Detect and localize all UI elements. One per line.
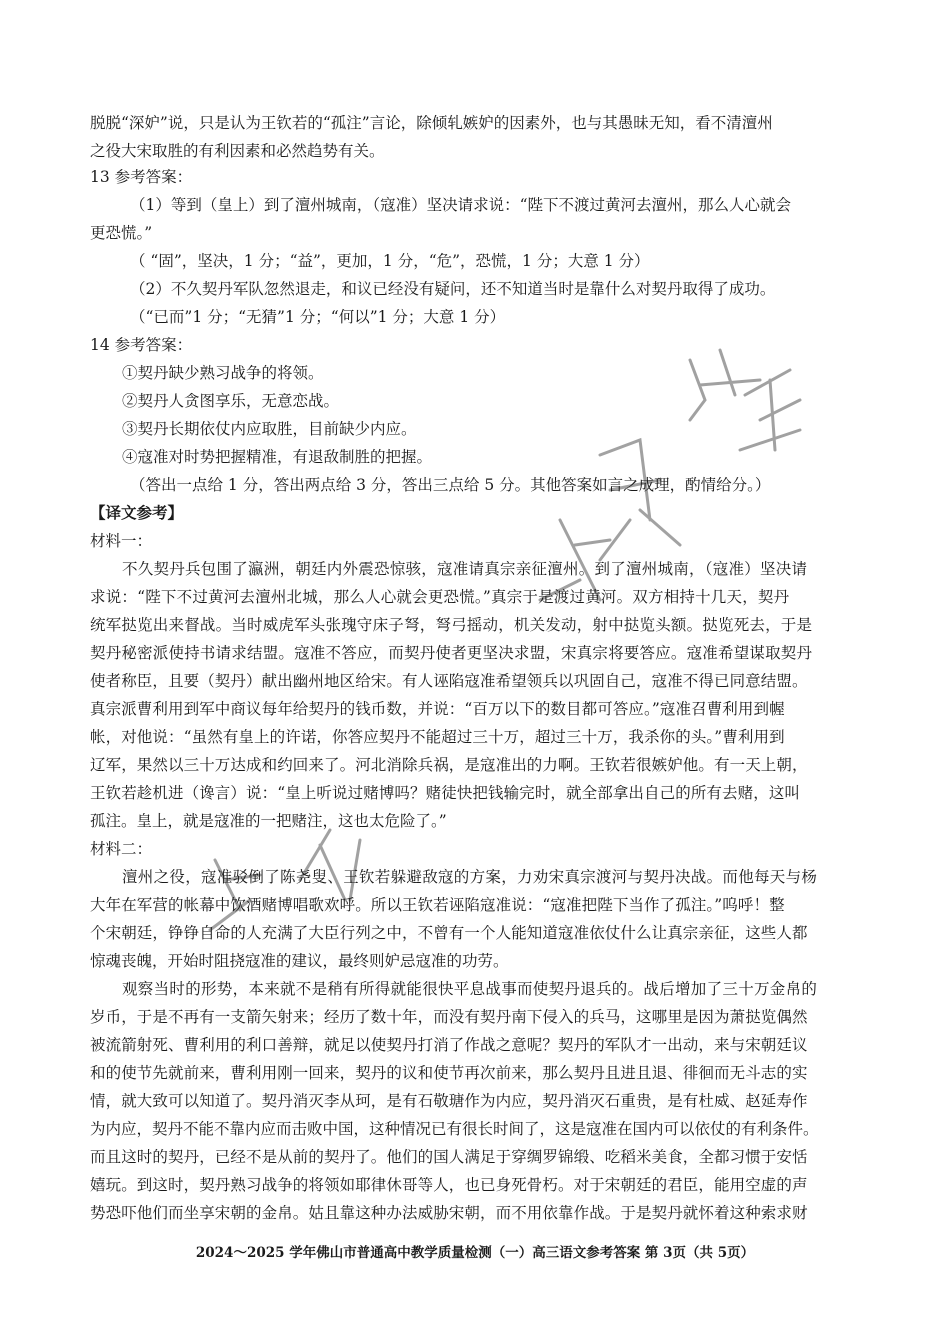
paragraph-line: 被流箭射死、曹利用的利口善辩，就足以使契丹打消了作战之意呢？契丹的军队才一出动，来与宋朝廷议: [90, 1036, 808, 1054]
answer-line: （2）不久契丹军队忽然退走，和议已经没有疑问，还不知道当时是靠什么对契丹取得了成功。: [130, 280, 776, 298]
answer-line: 更恐慌。”: [90, 224, 153, 242]
paragraph-line: 不久契丹兵包围了瀛洲，朝廷内外震恐惊骇，寇准请真宗亲征澶州。到了澶州城南，（寇准）坚决请: [122, 560, 808, 578]
paragraph-line: 和的使节先就前来，曹利用刚一回来，契丹的议和使节再次前来，那么契丹且进且退、徘徊而无斗志的实: [90, 1064, 808, 1082]
paragraph-line: 澶州之役，寇准驳倒了陈尧叟、王钦若躲避敌寇的方案，力劝宋真宗渡河与契丹决战。而他每天与杨: [122, 868, 818, 886]
page-footer: [0, 1244, 950, 1262]
answer-line: （1）等到（皇上）到了澶州城南，（寇准）坚决请求说：“陛下不渡过黄河去澶州，那么人心就会: [130, 196, 792, 214]
section-heading: 14 参考答案：: [90, 336, 193, 354]
paragraph-line: 岁币，于是不再有一支箭矢射来；经历了数十年，而没有契丹南下侵入的兵马，这哪里是因为萧挞览偶然: [90, 1008, 808, 1026]
scoring-note: （答出一点给 1 分，答出两点给 3 分，答出三点给 5 分。其他答案如言之成理，酌情给分。）: [130, 476, 771, 494]
paragraph-line: 统军挞览出来督战。当时威虎军头张瑰守床子弩，弩弓摇动，机关发动，射中挞览头额。挞览死去，于是: [90, 616, 813, 634]
material-label: 材料一：: [90, 532, 153, 550]
paragraph-line: 孤注。皇上，就是寇准的一把赌注，这也太危险了。”: [90, 812, 447, 830]
paragraph-line: 使者称臣，且要（契丹）献出幽州地区给宋。有人诬陷寇准希望领兵以巩固自己，寇准不得已同意结盟。: [90, 672, 808, 690]
scoring-note: （“已而”1 分；“无猜”1 分；“何以”1 分；大意 1 分）: [130, 308, 506, 326]
paragraph-line: 而且这时的契丹，已经不是从前的契丹了。他们的国人满足于穿绸罗锦缎、吃稻米美食，全都习惯于安恬: [90, 1148, 808, 1166]
answer-point: ③契丹长期依仗内应取胜，目前缺少内应。: [122, 420, 417, 438]
paragraph-line: 为内应，契丹不能不靠内应而击败中国，这种情况已有很长时间了，这是寇准在国内可以依仗的有利条件。: [90, 1120, 819, 1138]
paragraph-line: 大年在军营的帐幕中饮酒赌博唱歌欢呼。所以王钦若诬陷寇准说：“寇准把陛下当作了孤注。”呜呼！整: [90, 896, 785, 914]
scoring-note: （ “固”，坚决，1 分；“益”，更加，1 分，“危”，恐慌，1 分；大意 1 分）: [130, 252, 650, 270]
paragraph-line: 辽军，果然以三十万达成和约回来了。河北消除兵祸，是寇准出的力啊。王钦若很嫉妒他。有一天上朝，: [90, 756, 808, 774]
material-label: 材料二：: [90, 840, 153, 858]
section-heading: 13 参考答案：: [90, 168, 193, 186]
translation-heading: 【译文参考】: [90, 503, 184, 522]
paragraph-line: 王钦若趁机进（谗言）说：“皇上听说过赌博吗？赌徒快把钱输完时，就全部拿出自己的所有去赌，这叫: [90, 784, 801, 802]
answer-point: ①契丹缺少熟习战争的将领。: [122, 364, 324, 382]
paragraph-line: 惊魂丧魄，开始时阻挠寇准的建议，最终则妒忌寇准的功劳。: [90, 952, 509, 970]
paragraph-line: 求说：“陛下不过黄河去澶州北城，那么人心就会更恐慌。”真宗于是渡过黄河。双方相持十几天，契丹: [90, 588, 790, 606]
paragraph-line: 帐，对他说：“虽然有皇上的许诺，你答应契丹不能超过三十万，超过三十万，我杀你的头。”曹利用到: [90, 728, 785, 746]
text-line: 脱脱“深妒”说，只是认为王钦若的“孤注”言论，除倾轧嫉妒的因素外，也与其愚昧无知，看不清澶州: [90, 114, 773, 132]
paragraph-line: 契丹秘密派使持书请求结盟。寇准不答应，而契丹使者更坚决求盟，宋真宗将要答应。寇准希望谋取契丹: [90, 644, 813, 662]
answer-point: ②契丹人贪图享乐，无意恋战。: [122, 392, 340, 410]
paragraph-line: 个宋朝廷，铮铮自命的人充满了大臣行列之中，不曾有一个人能知道寇准依仗什么让真宗亲征，这些人都: [90, 924, 808, 942]
footer-text: 学年佛山市普通高中教学质量检测（一）高三语文参考答案 第 3页（共 5页）: [289, 1245, 755, 1261]
paragraph-line: 势恐吓他们而坐享宋朝的金帛。姑且靠这种办法威胁宋朝，而不用依靠作战。于是契丹就怀着这种索求财: [90, 1204, 808, 1222]
text-line: 之役大宋取胜的有利因素和必然趋势有关。: [90, 142, 385, 160]
answer-point: ④寇准对时势把握精准，有退敌制胜的把握。: [122, 448, 433, 466]
paragraph-line: 嬉玩。到这时，契丹熟习战争的将领如耶律休哥等人，也已身死骨朽。对于宋朝廷的君臣，能用空虚的声: [90, 1176, 808, 1194]
footer-year: 2024～2025: [195, 1245, 285, 1261]
paragraph-line: 观察当时的形势，本来就不是稍有所得就能很快平息战事而使契丹退兵的。战后增加了三十万金帛的: [122, 980, 818, 998]
paragraph-line: 真宗派曹利用到军中商议每年给契丹的钱币数，并说：“百万以下的数目都可答应。”寇准召曹利用到幄: [90, 700, 785, 718]
paragraph-line: 情，就大致可以知道了。契丹消灭李从珂，是有石敬瑭作为内应，契丹消灭石重贵，是有杜威、赵延寿作: [90, 1092, 808, 1110]
